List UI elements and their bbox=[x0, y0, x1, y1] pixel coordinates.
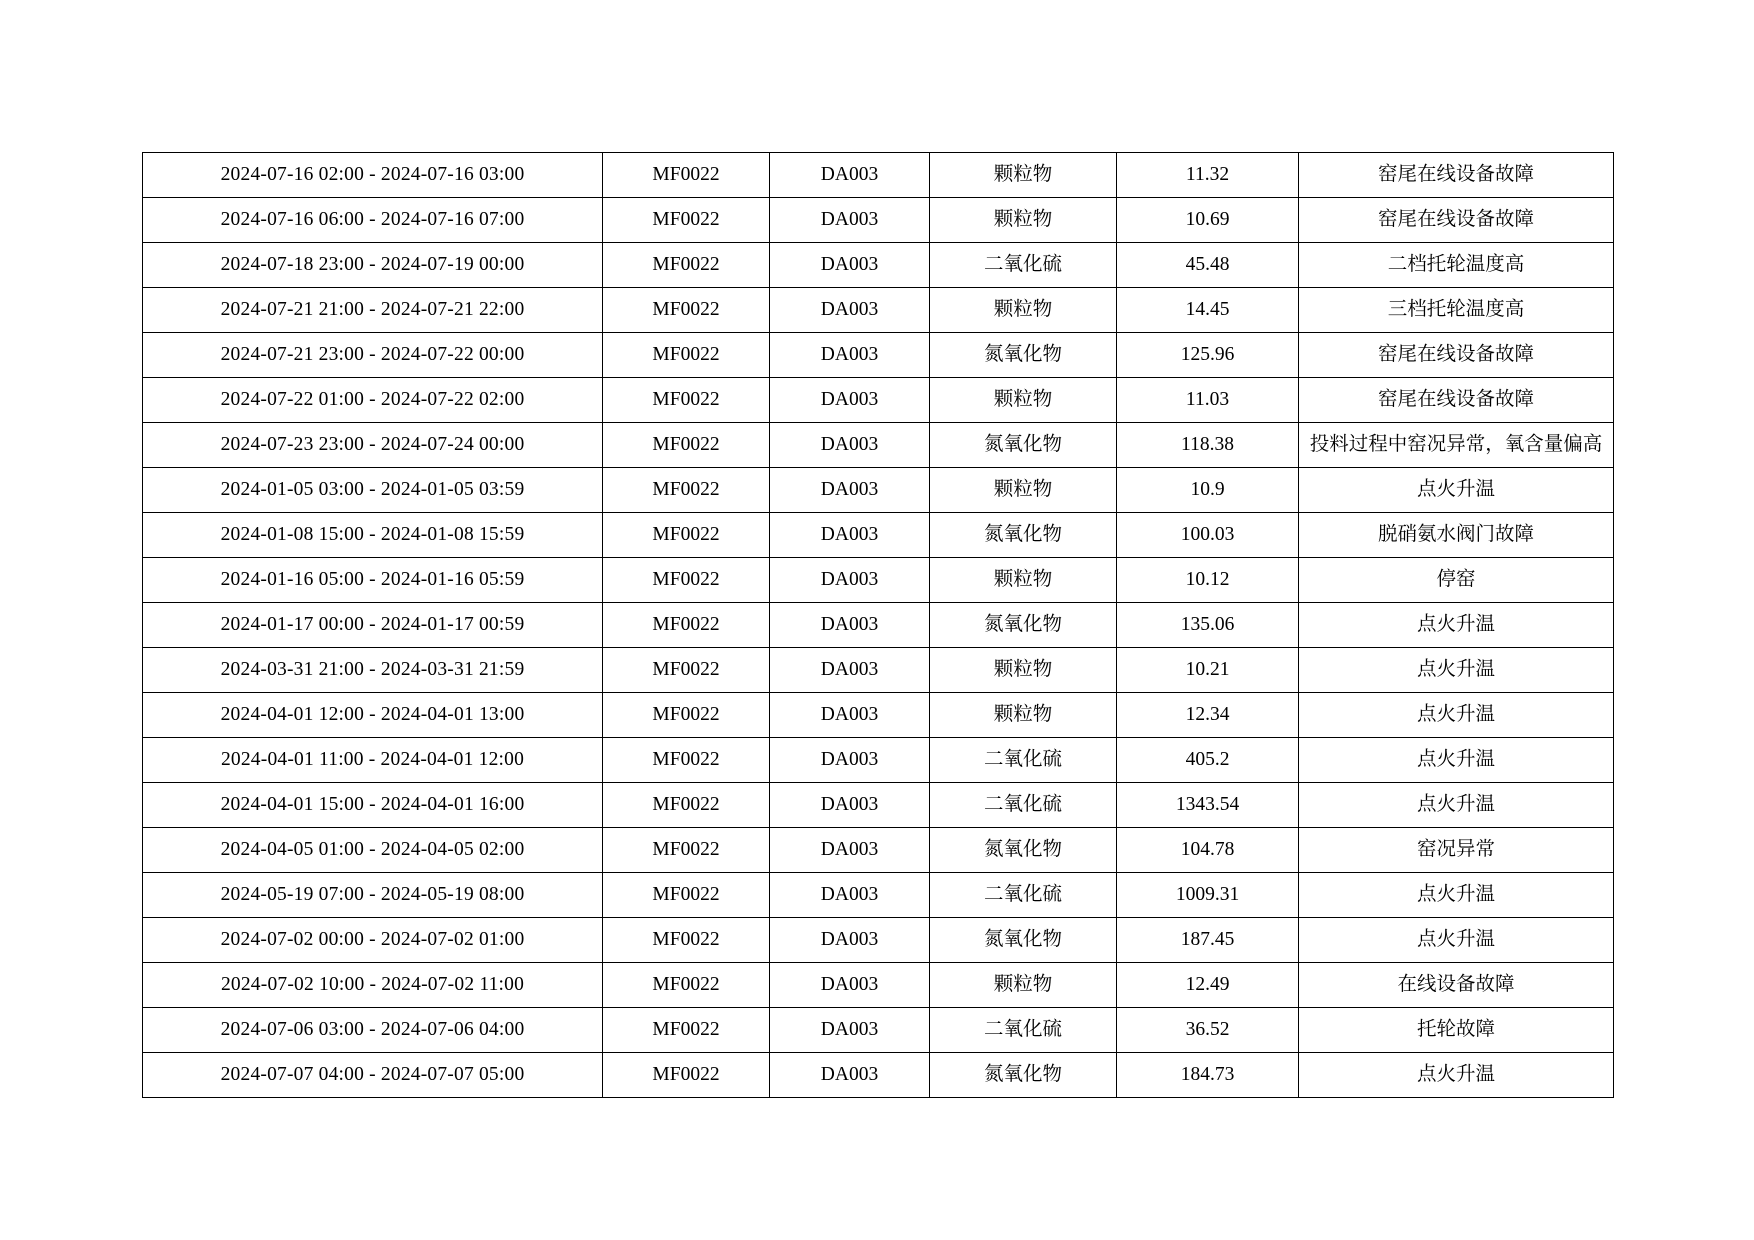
table-row bbox=[143, 243, 1614, 288]
cell-value: 11.03 bbox=[1117, 378, 1299, 423]
cell-period: 2024-07-16 02:00 - 2024-07-16 03:00 bbox=[143, 153, 603, 198]
cell-facility: MF0022 bbox=[603, 198, 770, 243]
cell-facility: MF0022 bbox=[603, 1053, 770, 1098]
cell-reason: 点火升温 bbox=[1299, 468, 1614, 513]
table-row bbox=[143, 648, 1614, 693]
cell-period: 2024-01-17 00:00 - 2024-01-17 00:59 bbox=[143, 603, 603, 648]
cell-device: DA003 bbox=[770, 1053, 930, 1098]
cell-facility: MF0022 bbox=[603, 828, 770, 873]
cell-pollutant: 颗粒物 bbox=[930, 198, 1117, 243]
cell-reason: 点火升温 bbox=[1299, 1053, 1614, 1098]
cell-period: 2024-07-06 03:00 - 2024-07-06 04:00 bbox=[143, 1008, 603, 1053]
cell-reason: 点火升温 bbox=[1299, 603, 1614, 648]
cell-value: 184.73 bbox=[1117, 1053, 1299, 1098]
cell-period: 2024-04-05 01:00 - 2024-04-05 02:00 bbox=[143, 828, 603, 873]
table-row bbox=[143, 288, 1614, 333]
cell-value: 405.2 bbox=[1117, 738, 1299, 783]
cell-facility: MF0022 bbox=[603, 468, 770, 513]
cell-pollutant: 颗粒物 bbox=[930, 288, 1117, 333]
cell-facility: MF0022 bbox=[603, 873, 770, 918]
table-row bbox=[143, 198, 1614, 243]
table-row bbox=[143, 513, 1614, 558]
cell-facility: MF0022 bbox=[603, 333, 770, 378]
cell-device: DA003 bbox=[770, 738, 930, 783]
cell-reason: 点火升温 bbox=[1299, 693, 1614, 738]
cell-value: 100.03 bbox=[1117, 513, 1299, 558]
cell-value: 36.52 bbox=[1117, 1008, 1299, 1053]
exceedance-records-table bbox=[142, 152, 1614, 1098]
cell-reason: 投料过程中窑况异常，氧含量偏高 bbox=[1299, 423, 1614, 468]
cell-facility: MF0022 bbox=[603, 423, 770, 468]
cell-pollutant: 氮氧化物 bbox=[930, 513, 1117, 558]
cell-reason: 窑尾在线设备故障 bbox=[1299, 333, 1614, 378]
table-body bbox=[143, 153, 1614, 1098]
cell-period: 2024-07-18 23:00 - 2024-07-19 00:00 bbox=[143, 243, 603, 288]
cell-pollutant: 氮氧化物 bbox=[930, 1053, 1117, 1098]
table-container bbox=[142, 152, 1613, 1098]
cell-facility: MF0022 bbox=[603, 603, 770, 648]
cell-reason: 点火升温 bbox=[1299, 648, 1614, 693]
cell-pollutant: 氮氧化物 bbox=[930, 918, 1117, 963]
cell-facility: MF0022 bbox=[603, 738, 770, 783]
cell-device: DA003 bbox=[770, 423, 930, 468]
cell-device: DA003 bbox=[770, 243, 930, 288]
table-row bbox=[143, 153, 1614, 198]
cell-value: 45.48 bbox=[1117, 243, 1299, 288]
cell-period: 2024-04-01 11:00 - 2024-04-01 12:00 bbox=[143, 738, 603, 783]
cell-value: 12.49 bbox=[1117, 963, 1299, 1008]
cell-reason: 在线设备故障 bbox=[1299, 963, 1614, 1008]
cell-facility: MF0022 bbox=[603, 918, 770, 963]
cell-reason: 窑尾在线设备故障 bbox=[1299, 153, 1614, 198]
cell-period: 2024-04-01 12:00 - 2024-04-01 13:00 bbox=[143, 693, 603, 738]
cell-reason: 停窑 bbox=[1299, 558, 1614, 603]
cell-reason: 三档托轮温度高 bbox=[1299, 288, 1614, 333]
table-row bbox=[143, 873, 1614, 918]
cell-reason: 窑况异常 bbox=[1299, 828, 1614, 873]
table-row bbox=[143, 1008, 1614, 1053]
cell-device: DA003 bbox=[770, 603, 930, 648]
cell-device: DA003 bbox=[770, 873, 930, 918]
cell-device: DA003 bbox=[770, 198, 930, 243]
cell-period: 2024-07-16 06:00 - 2024-07-16 07:00 bbox=[143, 198, 603, 243]
cell-period: 2024-07-21 21:00 - 2024-07-21 22:00 bbox=[143, 288, 603, 333]
cell-reason: 点火升温 bbox=[1299, 873, 1614, 918]
cell-device: DA003 bbox=[770, 963, 930, 1008]
table-row bbox=[143, 468, 1614, 513]
cell-pollutant: 二氧化硫 bbox=[930, 243, 1117, 288]
table-row bbox=[143, 783, 1614, 828]
cell-value: 125.96 bbox=[1117, 333, 1299, 378]
table-row bbox=[143, 603, 1614, 648]
cell-facility: MF0022 bbox=[603, 558, 770, 603]
cell-period: 2024-01-16 05:00 - 2024-01-16 05:59 bbox=[143, 558, 603, 603]
cell-device: DA003 bbox=[770, 648, 930, 693]
cell-reason: 托轮故障 bbox=[1299, 1008, 1614, 1053]
cell-period: 2024-01-05 03:00 - 2024-01-05 03:59 bbox=[143, 468, 603, 513]
table-row bbox=[143, 738, 1614, 783]
cell-facility: MF0022 bbox=[603, 648, 770, 693]
cell-value: 118.38 bbox=[1117, 423, 1299, 468]
cell-reason: 窑尾在线设备故障 bbox=[1299, 378, 1614, 423]
cell-facility: MF0022 bbox=[603, 963, 770, 1008]
cell-period: 2024-07-02 10:00 - 2024-07-02 11:00 bbox=[143, 963, 603, 1008]
cell-pollutant: 颗粒物 bbox=[930, 963, 1117, 1008]
cell-device: DA003 bbox=[770, 828, 930, 873]
cell-facility: MF0022 bbox=[603, 513, 770, 558]
cell-period: 2024-07-22 01:00 - 2024-07-22 02:00 bbox=[143, 378, 603, 423]
cell-value: 10.9 bbox=[1117, 468, 1299, 513]
cell-device: DA003 bbox=[770, 1008, 930, 1053]
cell-value: 135.06 bbox=[1117, 603, 1299, 648]
cell-facility: MF0022 bbox=[603, 693, 770, 738]
cell-pollutant: 颗粒物 bbox=[930, 468, 1117, 513]
table-row bbox=[143, 558, 1614, 603]
cell-value: 11.32 bbox=[1117, 153, 1299, 198]
cell-device: DA003 bbox=[770, 288, 930, 333]
cell-pollutant: 二氧化硫 bbox=[930, 1008, 1117, 1053]
cell-facility: MF0022 bbox=[603, 378, 770, 423]
table-row bbox=[143, 918, 1614, 963]
cell-device: DA003 bbox=[770, 513, 930, 558]
cell-reason: 点火升温 bbox=[1299, 738, 1614, 783]
table-row bbox=[143, 333, 1614, 378]
cell-pollutant: 颗粒物 bbox=[930, 693, 1117, 738]
cell-pollutant: 二氧化硫 bbox=[930, 783, 1117, 828]
cell-value: 12.34 bbox=[1117, 693, 1299, 738]
cell-device: DA003 bbox=[770, 333, 930, 378]
cell-facility: MF0022 bbox=[603, 153, 770, 198]
cell-device: DA003 bbox=[770, 378, 930, 423]
cell-device: DA003 bbox=[770, 693, 930, 738]
cell-reason: 脱硝氨水阀门故障 bbox=[1299, 513, 1614, 558]
cell-reason: 点火升温 bbox=[1299, 783, 1614, 828]
cell-device: DA003 bbox=[770, 468, 930, 513]
cell-facility: MF0022 bbox=[603, 288, 770, 333]
table-row bbox=[143, 423, 1614, 468]
cell-pollutant: 二氧化硫 bbox=[930, 873, 1117, 918]
table-row bbox=[143, 1053, 1614, 1098]
cell-period: 2024-03-31 21:00 - 2024-03-31 21:59 bbox=[143, 648, 603, 693]
cell-value: 1009.31 bbox=[1117, 873, 1299, 918]
cell-value: 187.45 bbox=[1117, 918, 1299, 963]
cell-period: 2024-07-21 23:00 - 2024-07-22 00:00 bbox=[143, 333, 603, 378]
cell-device: DA003 bbox=[770, 918, 930, 963]
table-row bbox=[143, 828, 1614, 873]
table-row bbox=[143, 693, 1614, 738]
table-row bbox=[143, 378, 1614, 423]
cell-pollutant: 颗粒物 bbox=[930, 558, 1117, 603]
cell-period: 2024-07-07 04:00 - 2024-07-07 05:00 bbox=[143, 1053, 603, 1098]
cell-pollutant: 颗粒物 bbox=[930, 648, 1117, 693]
cell-pollutant: 氮氧化物 bbox=[930, 333, 1117, 378]
cell-period: 2024-07-23 23:00 - 2024-07-24 00:00 bbox=[143, 423, 603, 468]
table-row bbox=[143, 963, 1614, 1008]
cell-pollutant: 氮氧化物 bbox=[930, 603, 1117, 648]
cell-value: 1343.54 bbox=[1117, 783, 1299, 828]
cell-pollutant: 颗粒物 bbox=[930, 153, 1117, 198]
cell-reason: 点火升温 bbox=[1299, 918, 1614, 963]
cell-facility: MF0022 bbox=[603, 1008, 770, 1053]
cell-pollutant: 氮氧化物 bbox=[930, 828, 1117, 873]
cell-period: 2024-04-01 15:00 - 2024-04-01 16:00 bbox=[143, 783, 603, 828]
cell-value: 10.69 bbox=[1117, 198, 1299, 243]
cell-reason: 二档托轮温度高 bbox=[1299, 243, 1614, 288]
cell-period: 2024-01-08 15:00 - 2024-01-08 15:59 bbox=[143, 513, 603, 558]
cell-value: 10.12 bbox=[1117, 558, 1299, 603]
cell-device: DA003 bbox=[770, 783, 930, 828]
cell-facility: MF0022 bbox=[603, 243, 770, 288]
cell-pollutant: 氮氧化物 bbox=[930, 423, 1117, 468]
cell-pollutant: 颗粒物 bbox=[930, 378, 1117, 423]
cell-device: DA003 bbox=[770, 153, 930, 198]
cell-value: 14.45 bbox=[1117, 288, 1299, 333]
cell-pollutant: 二氧化硫 bbox=[930, 738, 1117, 783]
cell-device: DA003 bbox=[770, 558, 930, 603]
cell-value: 104.78 bbox=[1117, 828, 1299, 873]
cell-facility: MF0022 bbox=[603, 783, 770, 828]
cell-period: 2024-05-19 07:00 - 2024-05-19 08:00 bbox=[143, 873, 603, 918]
cell-value: 10.21 bbox=[1117, 648, 1299, 693]
cell-reason: 窑尾在线设备故障 bbox=[1299, 198, 1614, 243]
cell-period: 2024-07-02 00:00 - 2024-07-02 01:00 bbox=[143, 918, 603, 963]
